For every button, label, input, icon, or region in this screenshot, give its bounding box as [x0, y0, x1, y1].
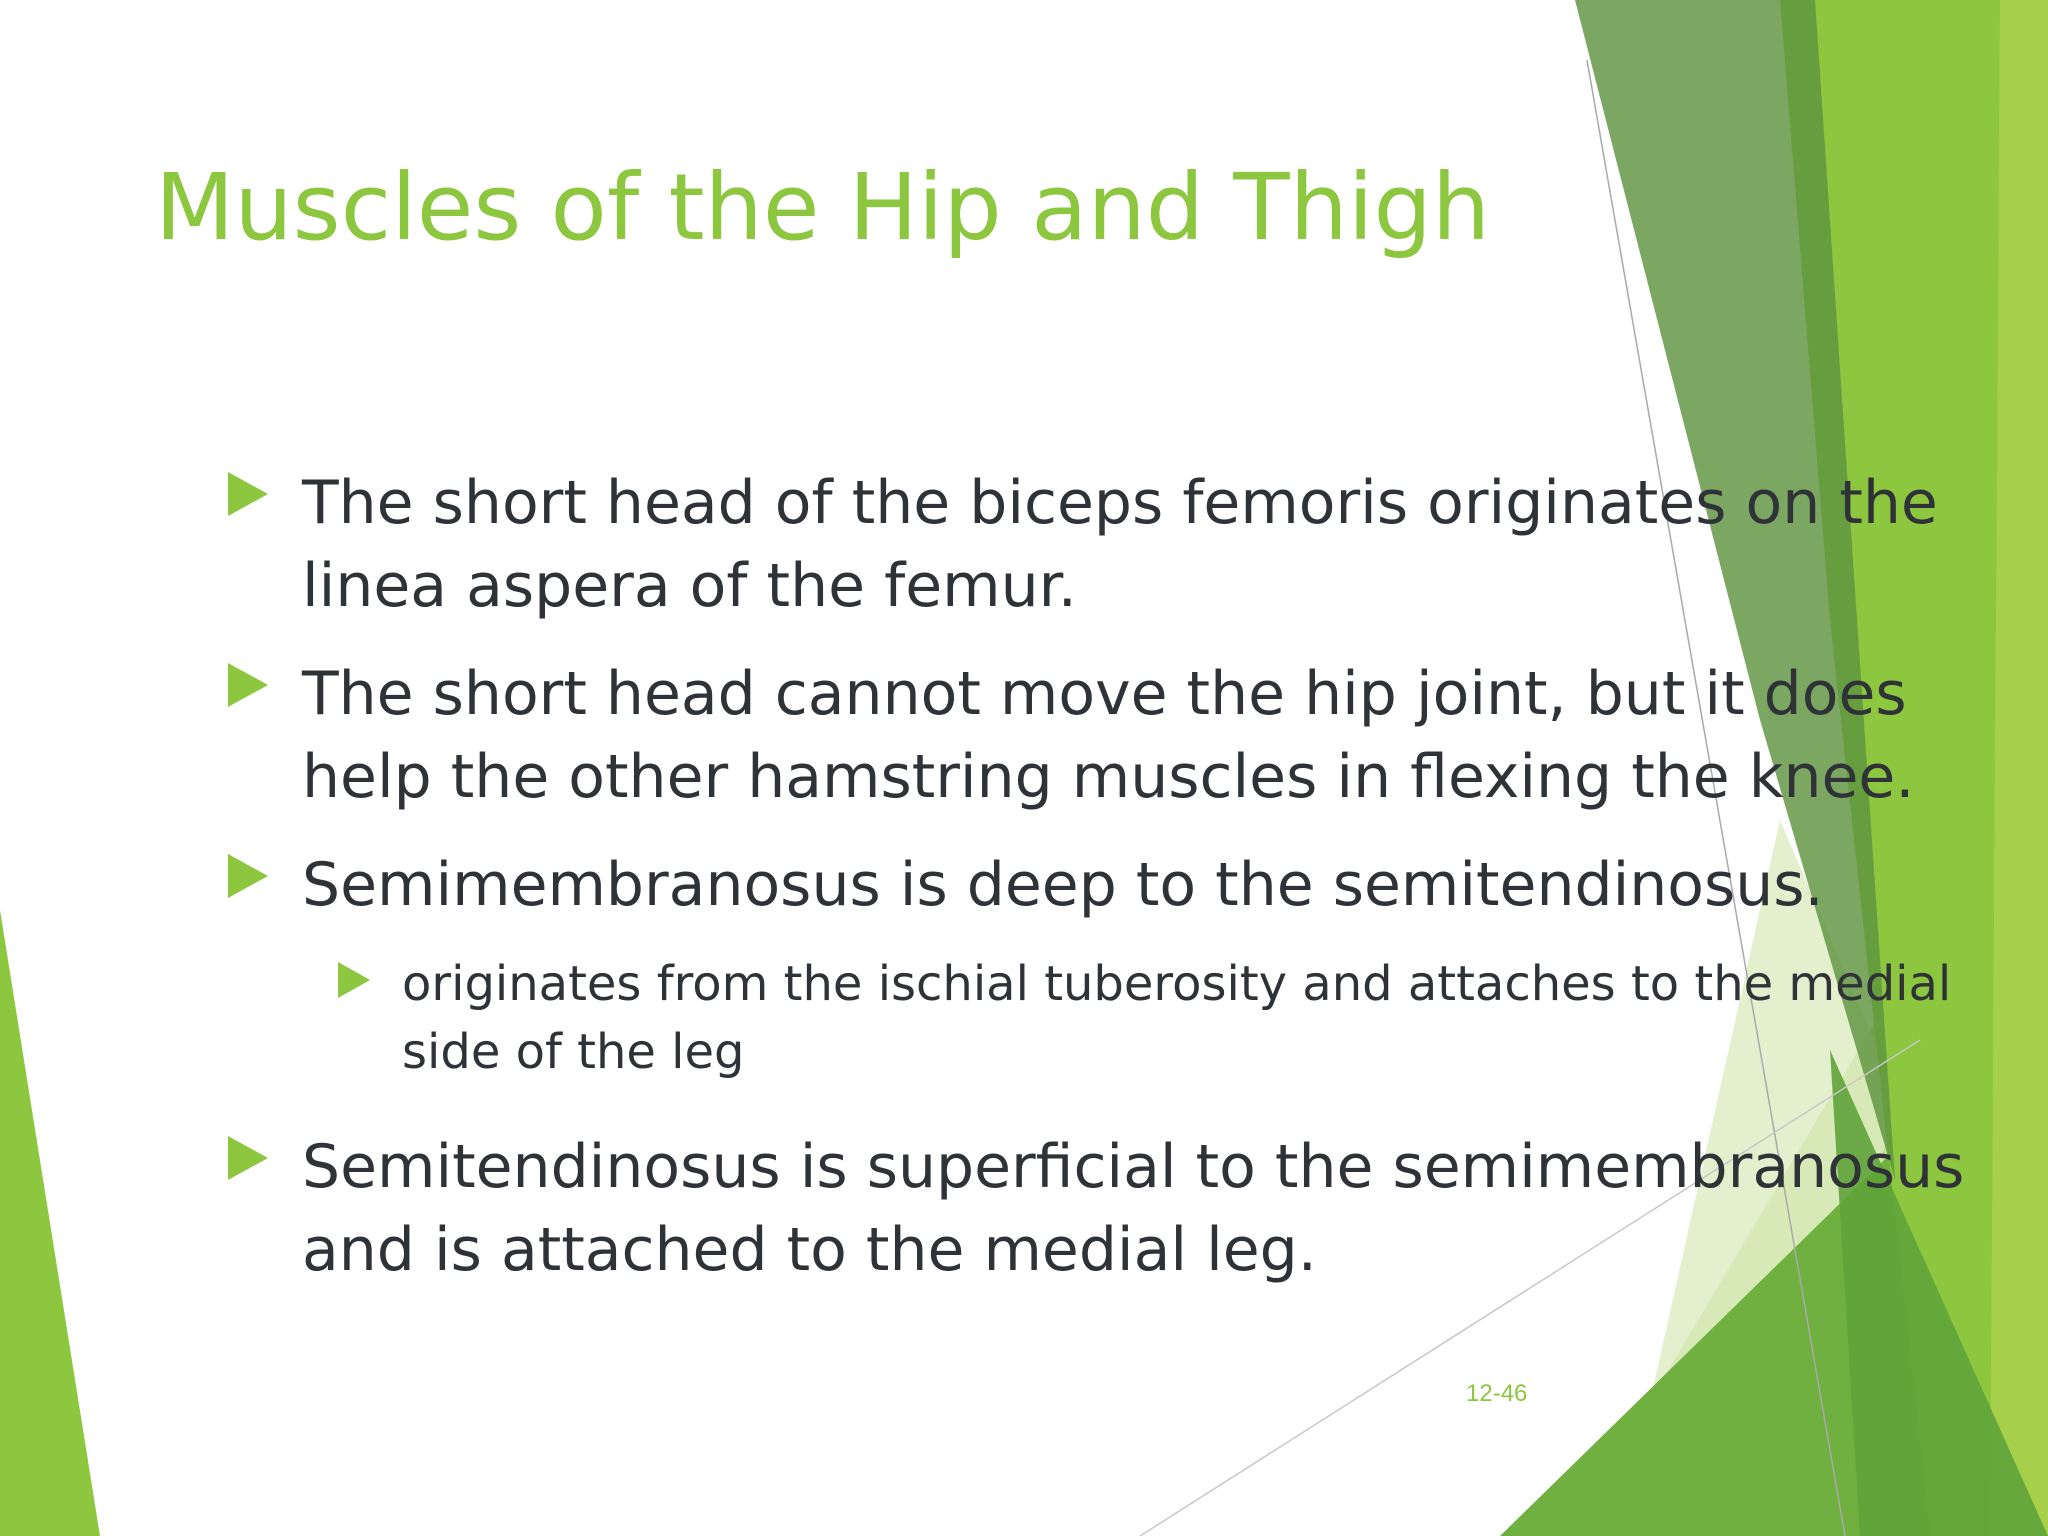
bullet-item — [228, 1126, 1988, 1292]
triangle-arrow-icon — [228, 663, 268, 707]
right-lime-edge-facet — [1990, 0, 2048, 1536]
slide-title: Muscles of the Hip and Thigh — [155, 154, 1491, 261]
bullet-text: The short head of the biceps femoris originates on the linea aspera of the femur. — [302, 468, 1938, 621]
bullet-text: The short head cannot move the hip joint, but it does help the other hamstring muscles in flexing the knee. — [302, 659, 1915, 812]
bullet-text: Semitendinosus is superficial to the semimembranosus and is attached to the medial leg. — [302, 1132, 1965, 1285]
sub-bullet-text: originates from the ischial tuberosity and attaches to the medial side of the leg — [402, 956, 1952, 1080]
triangle-arrow-icon — [338, 962, 370, 998]
bullet-item — [228, 653, 1988, 819]
triangle-arrow-icon — [228, 854, 268, 898]
bullet-list — [228, 462, 1988, 1317]
triangle-arrow-icon — [228, 1136, 268, 1180]
bullet-text: Semimembranosus is deep to the semitendinosus. — [302, 850, 1824, 920]
sub-bullet-item — [338, 950, 1988, 1086]
bullet-item — [228, 844, 1988, 927]
bullet-item — [228, 462, 1988, 628]
triangle-arrow-icon — [228, 472, 268, 516]
left-edge-green-sliver — [0, 910, 100, 1536]
page-number: 12-46 — [1466, 1380, 1528, 1407]
